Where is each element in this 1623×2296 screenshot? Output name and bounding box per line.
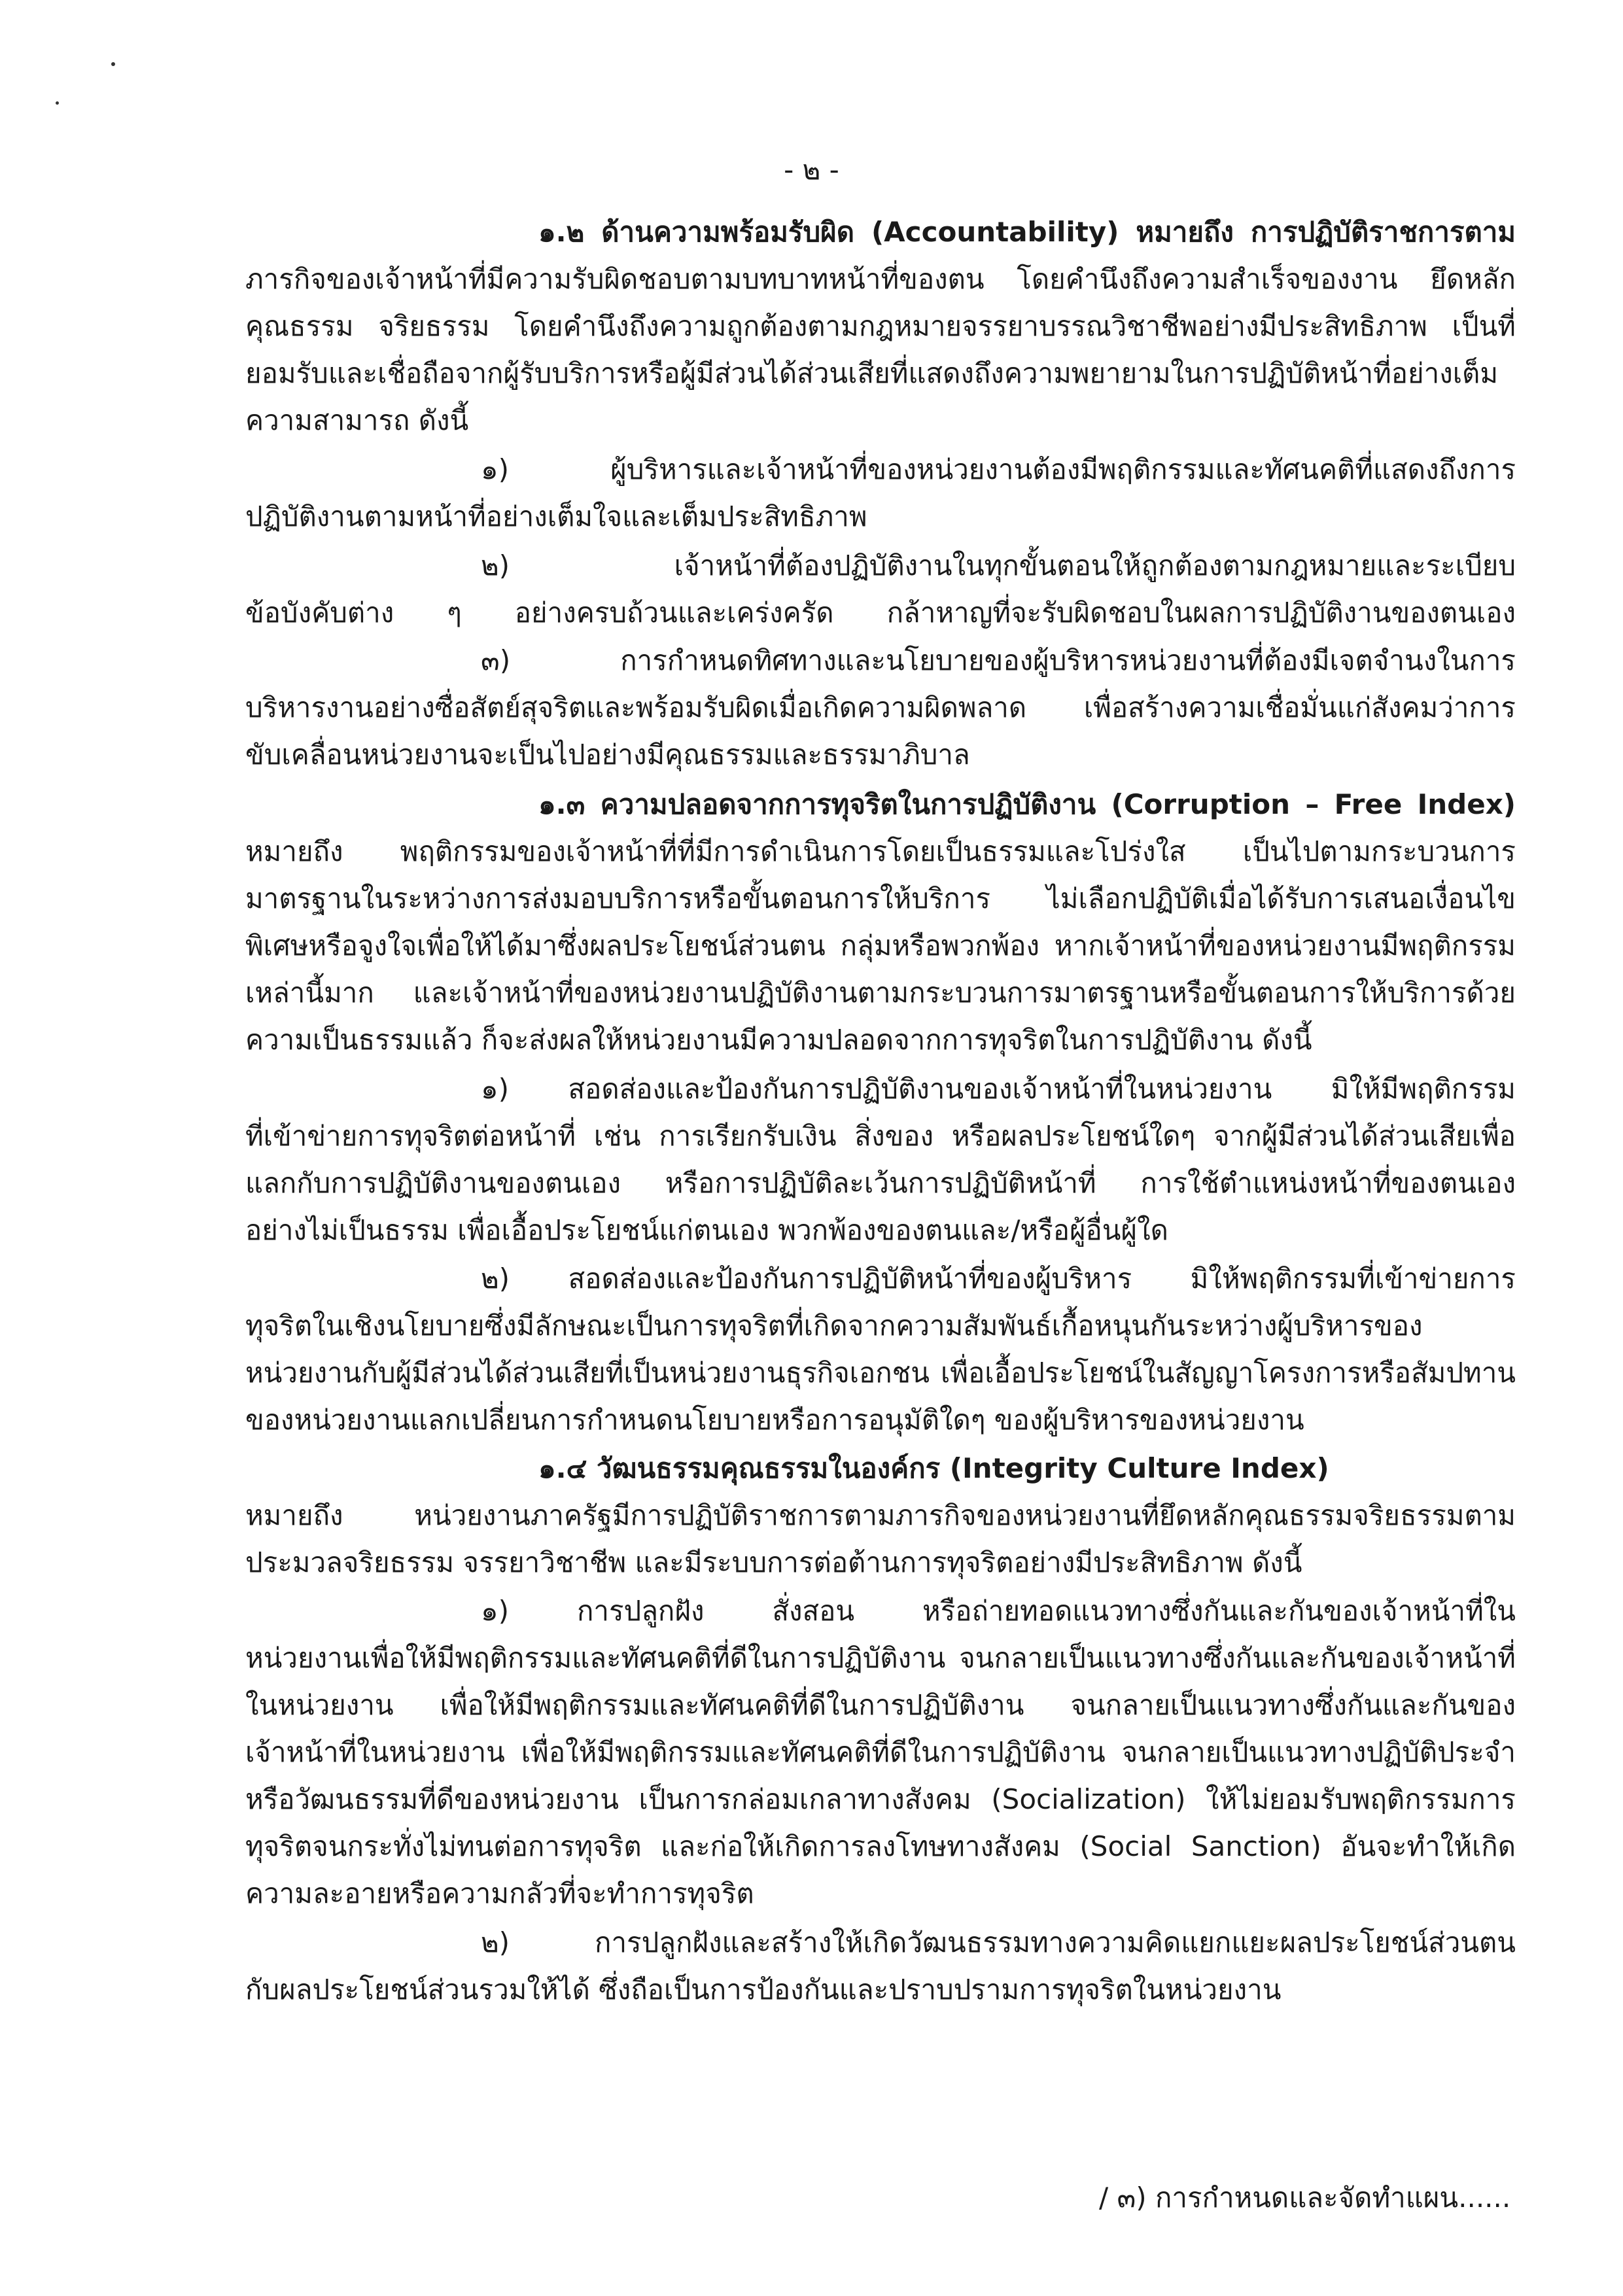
body-line: มาตรฐานในระหว่างการส่งมอบบริการหรือขั้นตอนการให้บริการ ไม่เลือกปฏิบัติเมื่อได้รับการเสนอเงื่อนไข [245,882,1516,914]
body-line: ประมวลจริยธรรม จรรยาวิชาชีพ และมีระบบการต่อต้านการทุจริตอย่างมีประสิทธิภาพ ดังนี้ [245,1546,1302,1578]
body-line: ของหน่วยงานแลกเปลี่ยนการกำหนดนโยบายหรือการอนุมัติใดๆ ของผู้บริหารของหน่วยงาน [245,1404,1304,1436]
body-line: ปฏิบัติงานตามหน้าที่อย่างเต็มใจและเต็มประสิทธิภาพ [245,500,867,532]
body-line: ที่เข้าข่ายการทุจริตต่อหน้าที่ เช่น การเรียกรับเงิน สิ่งของ หรือผลประโยชน์ใดๆ จากผู้มีส่วนได้ส่วนเสียเพื่อ [245,1120,1516,1152]
section-heading: ๑.๔ วัฒนธรรมคุณธรรมในองค์กร (Integrity Culture Index) [538,1452,1329,1484]
section-heading: ๑.๒ ด้านความพร้อมรับผิด (Accountability) หมายถึง การปฏิบัติราชการตาม [538,216,1516,248]
body-line: ความเป็นธรรมแล้ว ก็จะส่งผลให้หน่วยงานมีความปลอดจากการทุจริตในการปฏิบัติงาน ดังนี้ [245,1024,1312,1056]
body-line: หมายถึง หน่วยงานภาครัฐมีการปฏิบัติราชการตามภารกิจของหน่วยงานที่ยึดหลักคุณธรรมจริยธรรมตาม [245,1499,1516,1531]
body-line: ภารกิจของเจ้าหน้าที่มีความรับผิดชอบตามบทบาทหน้าที่ของตน โดยคำนึงถึงความสำเร็จของงาน ยึดหลัก [245,263,1516,295]
body-line: บริหารงานอย่างซื่อสัตย์สุจริตและพร้อมรับผิดเมื่อเกิดความผิดพลาด เพื่อสร้างความเชื่อมั่นแก่สังคมว่าการ [245,691,1516,723]
body-line: หน่วยงานกับผู้มีส่วนได้ส่วนเสียที่เป็นหน่วยงานธุรกิจเอกชน เพื่อเอื้อประโยชน์ในสัญญาโครงการหรือสัมปทาน [245,1357,1516,1389]
body-line: เจ้าหน้าที่ในหน่วยงาน เพื่อให้มีพฤติกรรมและทัศนคติที่ดีในการปฏิบัติงาน จนกลายเป็นแนวทางปฏิบัติประจำ [245,1736,1516,1768]
section-heading: ๑.๓ ความปลอดจากการทุจริตในการปฏิบัติงาน (Corruption – Free Index) [538,788,1516,820]
continuation-note: / ๓) การกำหนดและจัดทำแผน...... [1099,2182,1511,2214]
scan-speck [56,101,59,105]
body-line: ในหน่วยงาน เพื่อให้มีพฤติกรรมและทัศนคติที่ดีในการปฏิบัติงาน จนกลายเป็นแนวทางซึ่งกันและกันของ [245,1689,1516,1721]
body-line: ทุจริตจนกระทั่งไม่ทนต่อการทุจริต และก่อให้เกิดการลงโทษทางสังคม (Social Sanction) อันจะทำให้เกิด [245,1830,1516,1862]
page-number: - ๒ - [784,154,839,186]
list-item-line: ๑) สอดส่องและป้องกันการปฏิบัติงานของเจ้าหน้าที่ในหน่วยงาน มิให้มีพฤติกรรม [481,1073,1516,1105]
body-line: หรือวัฒนธรรมที่ดีของหน่วยงาน เป็นการกล่อมเกลาทางสังคม (Socialization) ให้ไม่ยอมรับพฤติกรรมการ [245,1783,1516,1815]
body-line: กับผลประโยชน์ส่วนรวมให้ได้ ซึ่งถือเป็นการป้องกันและปราบปรามการทุจริตในหน่วยงาน [245,1974,1282,2006]
body-line: หน่วยงานเพื่อให้มีพฤติกรรมและทัศนคติที่ดีในการปฏิบัติงาน จนกลายเป็นแนวทางซึ่งกันและกันของเจ้าหน้าที่ [245,1642,1516,1674]
body-line: แลกกับการปฏิบัติงานของตนเอง หรือการปฏิบัติละเว้นการปฏิบัติหน้าที่ การใช้ตำแหน่งหน้าที่ของตนเอง [245,1167,1516,1199]
body-line: ข้อบังคับต่าง ๆ อย่างครบถ้วนและเคร่งครัด กล้าหาญที่จะรับผิดชอบในผลการปฏิบัติงานของตนเอง [245,597,1516,629]
list-item-line: ๑) ผู้บริหารและเจ้าหน้าที่ของหน่วยงานต้องมีพฤติกรรมและทัศนคติที่แสดงถึงการ [481,453,1516,485]
body-line: ความสามารถ ดังนี้ [245,404,469,436]
body-line: ขับเคลื่อนหน่วยงานจะเป็นไปอย่างมีคุณธรรมและธรรมาภิบาล [245,739,970,771]
list-item-line: ๒) การปลูกฝังและสร้างให้เกิดวัฒนธรรมทางความคิดแยกแยะผลประโยชน์ส่วนตน [481,1926,1516,1958]
list-item-line: ๒) สอดส่องและป้องกันการปฏิบัติหน้าที่ของผู้บริหาร มิให้พฤติกรรมที่เข้าข่ายการ [481,1262,1516,1295]
body-line: อย่างไม่เป็นธรรม เพื่อเอื้อประโยชน์แก่ตนเอง พวกพ้องของตนและ/หรือผู้อื่นผู้ใด [245,1214,1168,1246]
body-line: พิเศษหรือจูงใจเพื่อให้ได้มาซึ่งผลประโยชน์ส่วนตน กลุ่มหรือพวกพ้อง หากเจ้าหน้าที่ของหน่วยงานมีพฤติกรรม [245,930,1516,962]
list-item-line: ๒) เจ้าหน้าที่ต้องปฏิบัติงานในทุกขั้นตอนให้ถูกต้องตามกฎหมายและระเบียบ [481,549,1516,582]
scan-speck [111,62,115,66]
body-line: เหล่านี้มาก และเจ้าหน้าที่ของหน่วยงานปฏิบัติงานตามกระบวนการมาตรฐานหรือขั้นตอนการให้บริการด้วย [245,977,1516,1009]
list-item-line: ๑) การปลูกฝัง สั่งสอน หรือถ่ายทอดแนวทางซึ่งกันและกันของเจ้าหน้าที่ใน [481,1595,1516,1627]
body-line: ความละอายหรือความกลัวที่จะทำการทุจริต [245,1877,754,1909]
body-line: ยอมรับและเชื่อถือจากผู้รับบริการหรือผู้มีส่วนได้ส่วนเสียที่แสดงถึงความพยายามในการปฏิบัติหน้าที่อย่างเต็ม [245,357,1499,389]
body-line: คุณธรรม จริยธรรม โดยคำนึงถึงความถูกต้องตามกฎหมายจรรยาบรรณวิชาชีพอย่างมีประสิทธิภาพ เป็นที่ [245,310,1516,342]
list-item-line: ๓) การกำหนดทิศทางและนโยบายของผู้บริหารหน่วยงานที่ต้องมีเจตจำนงในการ [481,644,1516,676]
body-line: หมายถึง พฤติกรรมของเจ้าหน้าที่ที่มีการดำเนินการโดยเป็นธรรมและโปร่งใส เป็นไปตามกระบวนการ [245,835,1516,867]
body-line: ทุจริตในเชิงนโยบายซึ่งมีลักษณะเป็นการทุจริตที่เกิดจากความสัมพันธ์เกื้อหนุนกันระหว่างผู้บริหารของ [245,1310,1423,1342]
